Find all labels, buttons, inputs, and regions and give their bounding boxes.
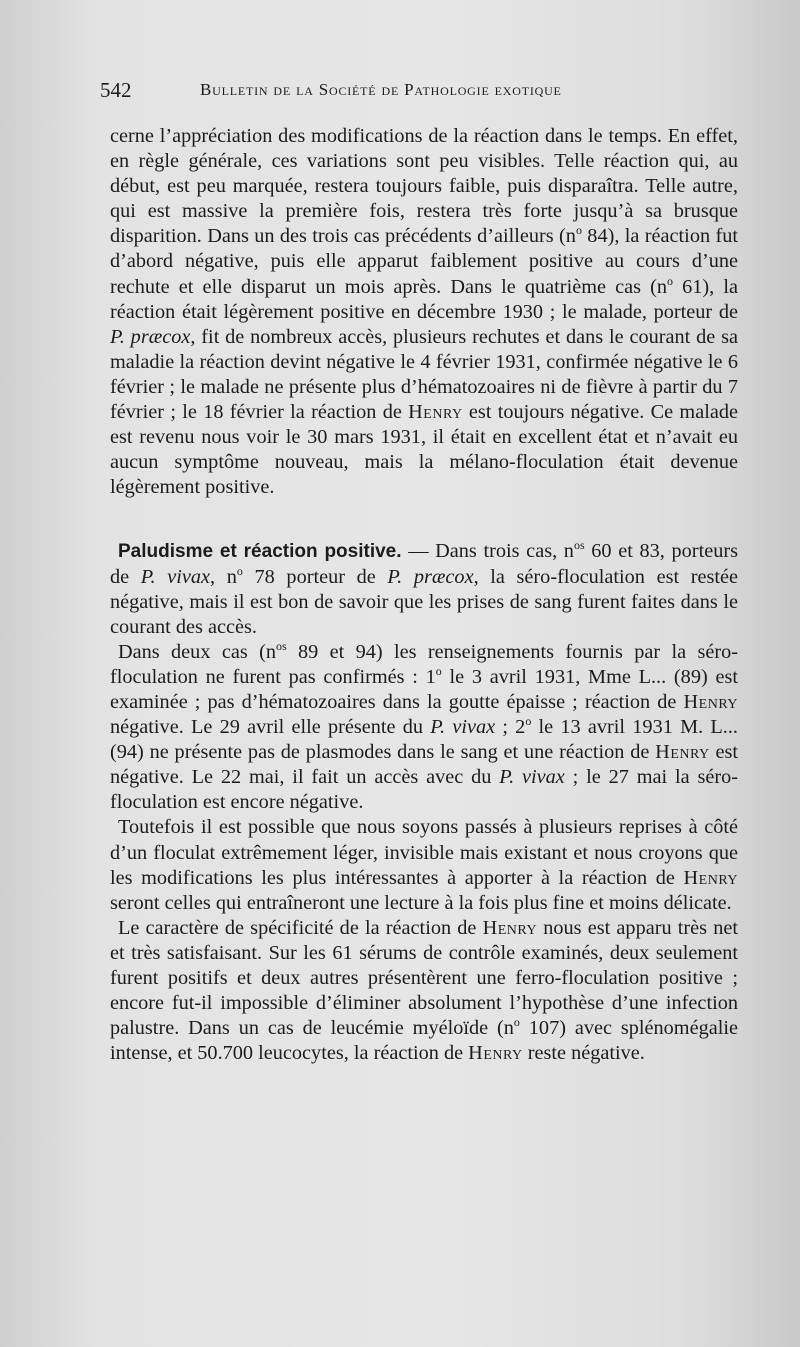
running-head: Bulletin de la Société de Pathologie exotique <box>200 80 562 99</box>
species-name: P. vivax <box>499 766 565 789</box>
species-name: P. vivax <box>140 565 211 588</box>
author-name: Henry <box>683 866 738 889</box>
page-number: 542 <box>100 78 132 102</box>
section-paragraph: Paludisme et réaction positive. — Dans trois cas, $n^{os}$ 60 et 83, porteurs de P. vivax, $n^o$ 78 porteur de P. præcox, la séro-floculation est restée négative, mais il est bon de savoir que les prises de sang furent faites dans le courant des accès. <box>110 538 739 638</box>
author-name: Henry <box>655 741 710 764</box>
author-name: Henry <box>468 1042 523 1065</box>
page-header <box>100 78 740 108</box>
paragraph-continuation: cerne l’appréciation des modifications de la réaction dans le temps. En effet, en règle générale, ces variations sont peu visibles. Telle réaction qui, au début, est peu marquée, restera toujours faible, puis disparaîtra. Telle autre, qui est massive la première fois, restera très forte jusqu’à sa brusque disparition. Dans un des trois cas précédents d’ailleurs ($n^o$ 84), la réaction fut d’abord négative, puis elle apparut faiblement positive au cours d’une rechute et elle disparut un mois après. Dans le quatrième cas ($n^o$ 61), la réaction était légèrement positive en décembre 1930 ; le malade, porteur de P. præcox, fit de nombreux accès, plusieurs rechutes et dans le courant de sa maladie la réaction devint négative le 4 février 1931, confirmée négative le 6 février ; le malade ne présente plus d’hématozoaires ni de fièvre à partir du 7 février ; le 18 février la réaction de Henry est toujours négative. Ce malade est revenu nous voir le 30 mars 1931, il était en excellent état et n’avait eu aucun symptôme nouveau, mais la mélano-floculation était devenue légèrement positive. <box>110 125 738 499</box>
body-text <box>110 124 738 1066</box>
author-name: Henry <box>408 401 463 424</box>
paragraph-hypothesis: Toutefois il est possible que nous soyons passés à plusieurs reprises à côté d’un floculat extrêmement léger, invisible mais existant et nous croyons que les modifications les plus intéressantes à apporter à la réaction de Henry seront celles qui entraîneront une lecture à la fois plus fine et moins délicate. <box>110 816 738 914</box>
paragraph-cases: Dans deux cas ($n^{os}$ 89 et 94) les renseignements fournis par la séro-floculation ne furent pas confirmés : 1$^o$ le 3 avril 1931, Mme L... (89) est examinée ; pas d’hématozoaires dans la goutte épaisse ; réaction de Henry négative. Le 29 avril elle présente du P. vivax ; 2$^o$ le 13 avril 1931 M. L... (94) ne présente pas de plasmodes dans le sang et une réaction de Henry est négative. Le 22 mai, il fait un accès avec du P. vivax ; le 27 mai la séro-floculation est encore négative. <box>110 639 739 814</box>
species-name: P. præcox <box>387 565 474 588</box>
species-name: P. vivax <box>430 716 496 739</box>
author-name: Henry <box>683 690 738 713</box>
section-gap <box>110 500 738 539</box>
paragraph-specificity: Le caractère de spécificité de la réaction de Henry nous est apparu très net et très satisfaisant. Sur les 61 sérums de contrôle examinés, deux seulement furent positifs et deux autres présentèrent une ferro-floculation positive ; encore fut-il impossible d’éliminer absolument l’hypothèse d’une infection palustre. Dans un cas de leucémie myéloïde ($n^o$ 107) avec splénomégalie intense, et 50.700 leucocytes, la réaction de Henry reste négative. <box>110 916 738 1065</box>
author-name: Henry <box>482 916 538 939</box>
species-name: P. præcox <box>110 325 191 348</box>
section-title: Paludisme et réaction positive. <box>118 541 402 563</box>
